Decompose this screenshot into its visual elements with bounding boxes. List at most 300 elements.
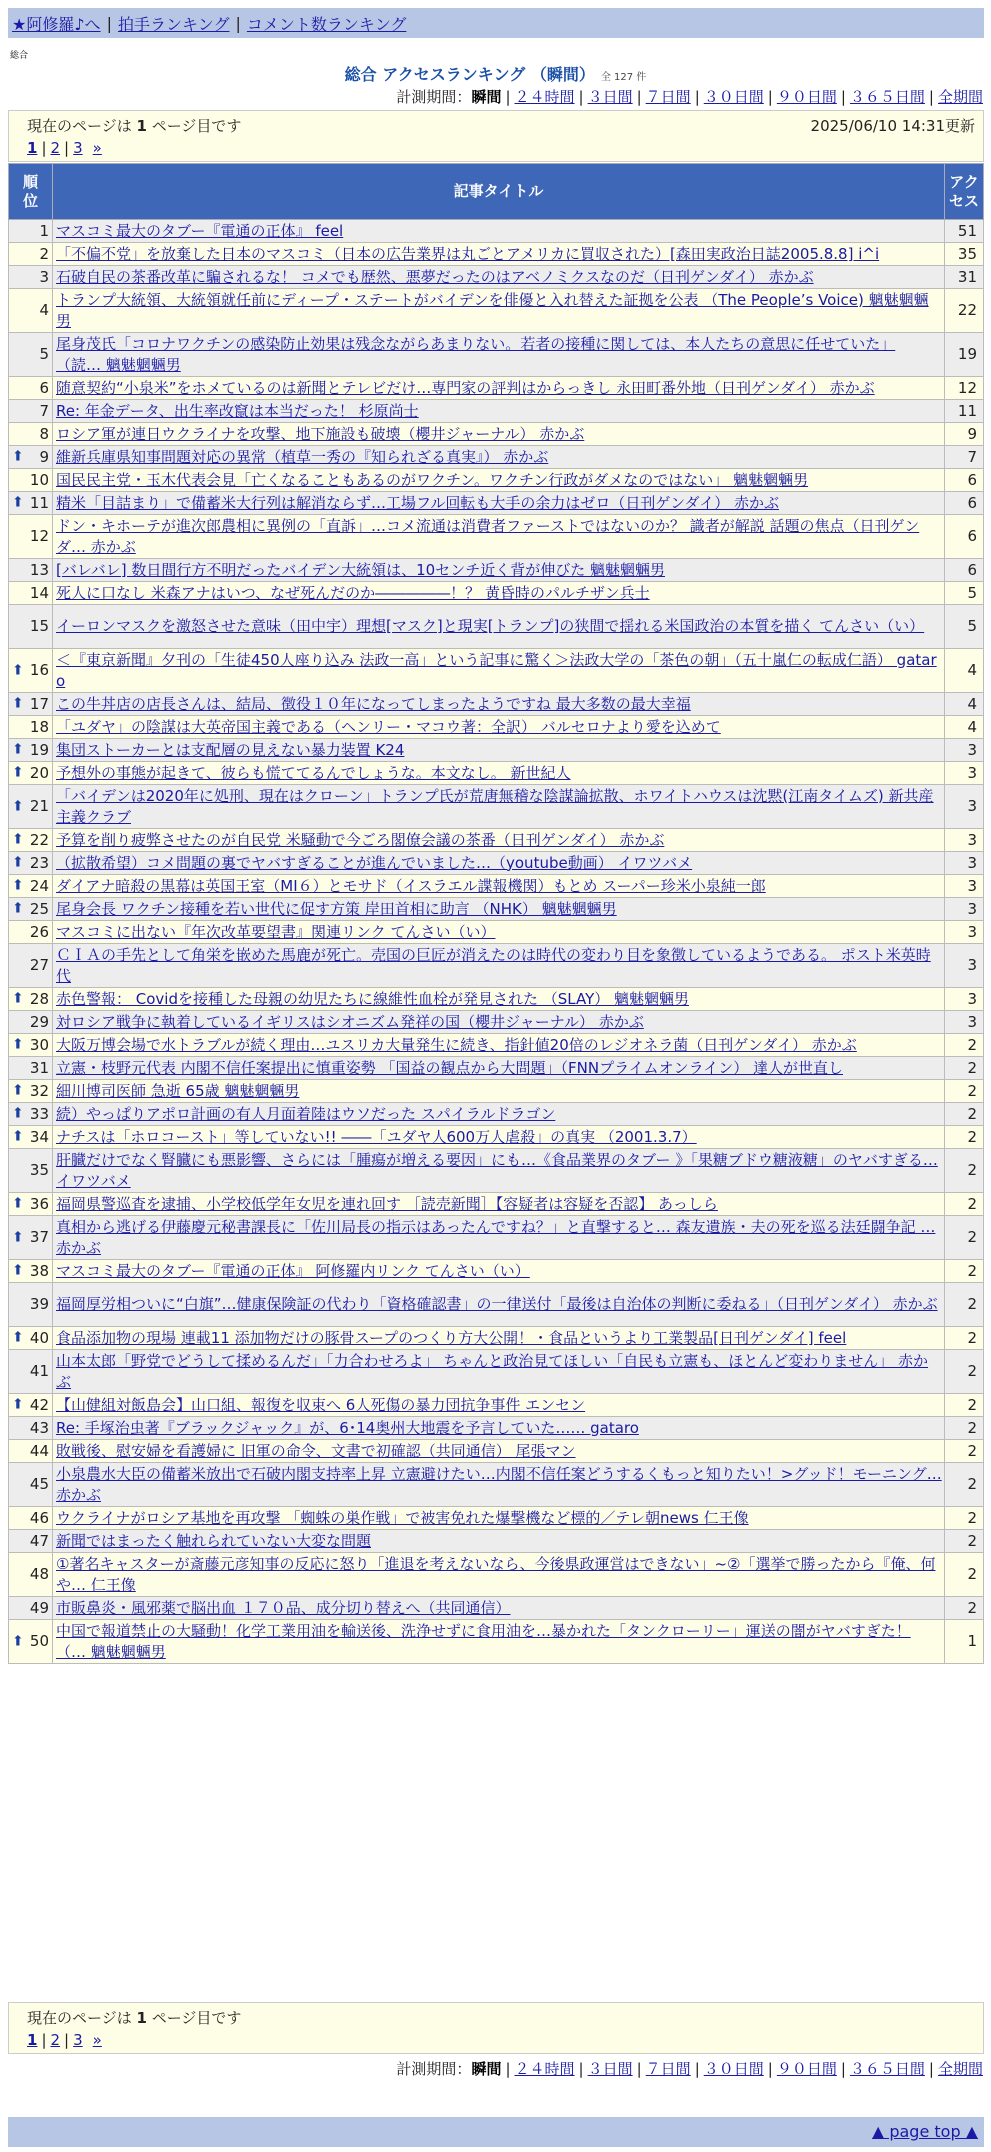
article-link[interactable]: 集団ストーカーとは支配層の見えない暴力装置 K24	[56, 740, 405, 759]
title-cell	[53, 582, 945, 605]
period-separator: |	[505, 88, 511, 106]
rank-number: 38	[29, 1261, 49, 1280]
period-separator: |	[694, 2060, 700, 2078]
title-cell	[53, 1597, 945, 1620]
table-row	[9, 582, 984, 605]
title-cell	[53, 1080, 945, 1103]
article-link[interactable]: 尾身会長 ワクチン接種を若い世代に促す方策 岸田首相に助言 （NHK） 魑魅魍魎男	[56, 899, 617, 918]
rank-cell	[9, 1620, 53, 1664]
table-row	[9, 1193, 984, 1216]
rank-up-arrow-icon: ⬆	[12, 1229, 24, 1245]
access-count: 6	[945, 492, 984, 515]
period-selector-bottom	[396, 2058, 983, 2079]
table-row	[9, 243, 984, 266]
rank-number: 11	[29, 493, 49, 512]
table-row	[9, 1530, 984, 1553]
article-link[interactable]: 精米「目詰まり」で備蓄米大行列は解消ならず…工場フル回転も大手の余力はゼロ（日刊ゲンダイ） 赤かぶ	[56, 493, 779, 512]
title-cell	[53, 1103, 945, 1126]
rank-cell	[9, 1057, 53, 1080]
article-link[interactable]: 新聞ではまったく触れられていない大変な問題	[56, 1531, 372, 1550]
rank-number: 12	[29, 527, 49, 545]
rank-number: 26	[29, 922, 49, 941]
period-link-6[interactable]: 全期間	[937, 88, 983, 106]
title-cell	[53, 1620, 945, 1664]
table-row	[9, 423, 984, 446]
article-link[interactable]: 【山健組対飯島会】山口組、報復を収束へ 6人死傷の暴力団抗争事件 エンセン	[56, 1395, 586, 1414]
title-cell	[53, 1126, 945, 1149]
title-cell	[53, 1417, 945, 1440]
page-links	[27, 2031, 102, 2049]
rank-cell	[9, 1034, 53, 1057]
article-link[interactable]: 食品添加物の現場 連載11 添加物だけの豚骨スープのつくり方大公開！・食品というより工業製品[日刊ゲンダイ] feel	[56, 1328, 847, 1347]
rank-up-arrow-icon: ⬆	[12, 877, 24, 894]
access-count: 3	[945, 762, 984, 785]
page-link-3[interactable]: 3	[73, 139, 83, 157]
rank-cell	[9, 1394, 53, 1417]
title-cell	[53, 1283, 945, 1327]
access-count: 2	[945, 1350, 984, 1394]
rank-cell	[9, 1103, 53, 1126]
page-link-2[interactable]: 2	[50, 139, 61, 157]
rank-cell	[9, 762, 53, 785]
title-cell	[53, 649, 945, 693]
rank-cell	[9, 875, 53, 898]
rank-number: 15	[29, 617, 49, 635]
rank-number: 41	[29, 1362, 49, 1380]
article-link[interactable]: マスコミに出ない『年次改革要望書』関連リンク てんさい（い）	[56, 922, 496, 941]
rank-number: 18	[29, 717, 49, 736]
article-link[interactable]: 随意契約“小泉米”をホメているのは新聞とテレビだけ…専門家の評判はからっきし 永田町番外地（日刊ゲンダイ） 赤かぶ	[56, 378, 875, 397]
article-link[interactable]: 対ロシア戦争に執着しているイギリスはシオニズム発祥の国（櫻井ジャーナル） 赤かぶ	[56, 1012, 644, 1031]
page-links	[27, 139, 102, 157]
title-cell	[53, 829, 945, 852]
article-link[interactable]: この牛丼店の店長さんは、結局、徴役１０年になってしまったようですね 最大多数の最大幸福	[56, 694, 691, 713]
rank-cell	[9, 1350, 53, 1394]
article-link[interactable]: 肝臓だけでなく腎臓にも悪影響、さらには「腫瘍が増える要因」にも…《食品業界のタブー 》「果糖ブドウ糖液糖」のヤバすぎる… イワツバメ	[56, 1150, 938, 1190]
current-page-text	[27, 115, 241, 136]
period-separator: |	[636, 88, 642, 106]
period-link-4[interactable]: ９０日間	[776, 88, 837, 106]
rank-number: 34	[29, 1127, 49, 1146]
rank-number: 6	[39, 378, 49, 397]
article-link[interactable]: 市販鼻炎・風邪薬で脳出血 １７０品、成分切り替えへ（共同通信）	[56, 1598, 511, 1617]
rank-cell	[9, 1417, 53, 1440]
title-cell	[53, 852, 945, 875]
period-link-6[interactable]: 全期間	[937, 2060, 983, 2078]
rank-cell	[9, 446, 53, 469]
title-cell	[53, 1327, 945, 1350]
rank-cell	[9, 515, 53, 559]
period-link-2[interactable]: ７日間	[645, 88, 691, 106]
rank-cell	[9, 852, 53, 875]
access-count: 6	[945, 469, 984, 492]
rank-cell	[9, 1126, 53, 1149]
access-count: 6	[945, 559, 984, 582]
rank-cell	[9, 649, 53, 693]
rank-number: 46	[29, 1508, 49, 1527]
pager-bottom	[8, 2002, 984, 2054]
title-cell	[53, 423, 945, 446]
period-link-0[interactable]: ２４時間	[514, 88, 575, 106]
rank-cell	[9, 716, 53, 739]
rank-cell	[9, 693, 53, 716]
article-link[interactable]: 福岡県警巡査を逮捕、小学校低学年女児を連れ回す ［読売新聞］【容疑者は容疑を否認】 あっしら	[56, 1194, 718, 1213]
rank-up-arrow-icon: ⬆	[12, 900, 24, 917]
access-count: 3	[945, 875, 984, 898]
rank-up-arrow-icon: ⬆	[12, 662, 24, 678]
rank-up-arrow-icon: ⬆	[12, 1128, 24, 1145]
article-link[interactable]: ①著名キャスターが斎藤元彦知事の反応に怒り「進退を考えないなら、今後県政運営はできない」~②「選挙で勝ったから『俺、何や… 仁王像	[56, 1554, 936, 1594]
current-page-number: 1	[136, 2009, 147, 2027]
access-count: 2	[945, 1057, 984, 1080]
table-row	[9, 1507, 984, 1530]
rank-number: 29	[29, 1012, 49, 1031]
page-top-link[interactable]: ▲ page top ▲	[871, 2122, 978, 2141]
top-nav-bar	[8, 8, 984, 38]
access-count: 22	[945, 289, 984, 333]
table-row	[9, 515, 984, 559]
table-row	[9, 921, 984, 944]
table-row	[9, 1260, 984, 1283]
access-count: 2	[945, 1463, 984, 1507]
rank-number: 20	[29, 763, 49, 782]
table-row	[9, 1394, 984, 1417]
access-count: 3	[945, 829, 984, 852]
rank-number: 36	[29, 1194, 49, 1213]
ranking-table	[8, 163, 984, 1664]
table-row	[9, 220, 984, 243]
table-row	[9, 739, 984, 762]
article-link[interactable]: 赤色警報： Covidを接種した母親の幼児たちに線維性血栓が発見された （SLAY） 魑魅魍魎男	[56, 989, 690, 1008]
period-label: 計測期間：	[396, 88, 472, 106]
table-row	[9, 605, 984, 649]
access-count: 35	[945, 243, 984, 266]
article-link[interactable]: 福岡厚労相ついに“白旗”…健康保険証の代わり「資格確認書」の一律送付「最後は自治体の判断に委ねる」（日刊ゲンダイ） 赤かぶ	[56, 1295, 938, 1313]
title-cell	[53, 875, 945, 898]
table-row	[9, 1011, 984, 1034]
article-link[interactable]: ダイアナ暗殺の黒幕は英国王室（MI６）とモサド（イスラエル諜報機関）もとめ スーパー珍米小泉純一郎	[56, 876, 766, 895]
rank-number: 1	[39, 221, 49, 240]
period-separator: |	[767, 2060, 773, 2078]
title-cell	[53, 1034, 945, 1057]
access-count: 2	[945, 1597, 984, 1620]
title-cell	[53, 266, 945, 289]
article-link[interactable]: イーロンマスクを激怒させた意味（田中宇）理想[マスク]と現実[トランプ]の狭間で揺れる米国政治の本質を描く てんさい（い）	[56, 617, 925, 635]
rank-cell	[9, 1260, 53, 1283]
rank-cell	[9, 1530, 53, 1553]
rank-cell	[9, 492, 53, 515]
title-cell	[53, 1149, 945, 1193]
access-count: 4	[945, 716, 984, 739]
rank-cell	[9, 1080, 53, 1103]
table-row	[9, 492, 984, 515]
title-cell	[53, 988, 945, 1011]
title-header: 記事タイトル	[53, 164, 945, 220]
article-link[interactable]: Re: 年金データ、出生率改竄は本当だった！ 杉原尚士	[56, 401, 419, 420]
article-link[interactable]: ウクライナがロシア基地を再攻撃 「蜘蛛の巣作戦」で被害免れた爆撃機など標的／テレ朝news 仁王像	[56, 1508, 749, 1527]
article-link[interactable]: 敗戦後、慰安婦を看護婦に 旧軍の命令、文書で初確認（共同通信） 尾張マン	[56, 1441, 576, 1460]
period-separator: |	[694, 88, 700, 106]
rank-cell	[9, 243, 53, 266]
rank-up-arrow-icon: ⬆	[12, 798, 24, 814]
rank-number: 9	[39, 447, 49, 466]
rank-number: 24	[29, 876, 49, 895]
article-link[interactable]: 予想外の事態が起きて、彼らも慌ててるんでしょうな。本文なし。 新世紀人	[56, 763, 571, 782]
page-title: 総合 アクセスランキング （瞬間）	[344, 65, 595, 84]
access-count: 4	[945, 649, 984, 693]
rank-number: 7	[39, 401, 49, 420]
rank-cell	[9, 1149, 53, 1193]
table-row	[9, 1080, 984, 1103]
table-row	[9, 852, 984, 875]
period-link-0[interactable]: ２４時間	[514, 2060, 575, 2078]
table-row	[9, 1463, 984, 1507]
article-link[interactable]: ＜『東京新聞』夕刊の「生徒450人座り込み 法政一高」という記事に驚く＞法政大学の「茶色の朝」（五十嵐仁の転成仁語） gataro	[56, 650, 937, 690]
access-header: アクセス	[945, 164, 984, 220]
next-page-link[interactable]: »	[92, 2031, 102, 2049]
article-link[interactable]: 「不偏不党」を放棄した日本のマスコミ（日本の広告業界は丸ごとアメリカに買収された）[森田実政治日誌2005.8.8] i^i	[56, 244, 880, 263]
period-selector-top	[396, 86, 983, 107]
table-row	[9, 875, 984, 898]
period-link-3[interactable]: ３０日間	[703, 88, 764, 106]
access-count: 3	[945, 1011, 984, 1034]
table-row	[9, 1440, 984, 1463]
page-link-3[interactable]: 3	[73, 2031, 83, 2049]
access-count: 2	[945, 1193, 984, 1216]
table-header-row	[9, 164, 984, 220]
period-separator: |	[578, 2060, 584, 2078]
article-link[interactable]: 維新兵庫県知事問題対応の異常（植草一秀の『知られざる真実』） 赤かぶ	[56, 447, 549, 466]
article-link[interactable]: ＣＩＡの手先として角栄を嵌めた馬鹿が死亡。売国の巨匠が消えたのは時代の変わり目を象徴しているようである。 ポスト米英時代	[56, 945, 931, 985]
rank-number: 45	[29, 1475, 49, 1493]
period-separator: |	[928, 88, 934, 106]
article-link[interactable]: 真相から逃げる伊藤慶元秘書課長に「佐川局長の指示はあったんですね？」と直撃すると… 森友遺族・夫の死を巡る法廷闘争記 … 赤かぶ	[56, 1217, 936, 1257]
title-cell	[53, 693, 945, 716]
title-cell	[53, 515, 945, 559]
access-count: 2	[945, 1103, 984, 1126]
rank-header: 順位	[9, 164, 53, 220]
rank-number: 23	[29, 853, 49, 872]
access-count: 2	[945, 1034, 984, 1057]
article-link[interactable]: 大阪万博会場で水トラブルが続く理由…ユスリカ大量発生に続き、指針値20倍のレジオネラ菌（日刊ゲンダイ） 赤かぶ	[56, 1035, 857, 1054]
current-page-suffix: ページ目です	[151, 2009, 242, 2027]
rank-number: 3	[39, 267, 49, 286]
article-link[interactable]: 続）やっぱりアポロ計画の有人月面着陸はウソだった スパイラルドラゴン	[56, 1104, 556, 1123]
period-link-5[interactable]: ３６５日間	[849, 2060, 925, 2078]
title-cell	[53, 1440, 945, 1463]
article-link[interactable]: 死人に口なし 米森アナはいつ、なぜ死んだのか―――――！？ 黄昏時のパルチザン兵士	[56, 583, 650, 602]
table-row	[9, 289, 984, 333]
rank-cell	[9, 423, 53, 446]
clap-ranking-link[interactable]: 拍手ランキング	[117, 14, 230, 34]
total-count: 全 127 件	[600, 72, 647, 83]
rank-number: 28	[29, 989, 49, 1008]
access-count: 2	[945, 1149, 984, 1193]
page-link-1[interactable]: 1	[27, 139, 38, 157]
access-count: 3	[945, 988, 984, 1011]
page-link-2[interactable]: 2	[50, 2031, 61, 2049]
table-row	[9, 1597, 984, 1620]
rank-cell	[9, 377, 53, 400]
page-separator: |	[64, 139, 70, 157]
rank-number: 14	[29, 583, 49, 602]
title-cell	[53, 1530, 945, 1553]
table-row	[9, 266, 984, 289]
period-link-1[interactable]: ３日間	[587, 2060, 633, 2078]
rank-number: 44	[29, 1441, 49, 1460]
next-page-link[interactable]: »	[92, 139, 102, 157]
rank-number: 33	[29, 1104, 49, 1123]
title-cell	[53, 243, 945, 266]
table-row	[9, 1034, 984, 1057]
title-cell	[53, 1260, 945, 1283]
article-link[interactable]: ロシア軍が連日ウクライナを攻撃、地下施設も破壊（櫻井ジャーナル） 赤かぶ	[56, 424, 585, 443]
title-cell	[53, 1394, 945, 1417]
title-cell	[53, 1350, 945, 1394]
article-link[interactable]: 石破自民の茶番改革に騙されるな！ コメでも歴然、悪夢だったのはアベノミクスなのだ（日刊ゲンダイ） 赤かぶ	[56, 267, 814, 286]
access-count: 3	[945, 898, 984, 921]
access-count: 2	[945, 1553, 984, 1597]
current-page-suffix: ページ目です	[151, 117, 242, 135]
title-cell	[53, 1216, 945, 1260]
article-link[interactable]: 尾身茂氏「コロナワクチンの感染防止効果は残念ながらあまりない。若者の接種に関しては、本人たちの意思に任せていた」 （読… 魑魅魍魎男	[56, 334, 896, 374]
access-count: 9	[945, 423, 984, 446]
article-link[interactable]: マスコミ最大のタブー『電通の正体』 阿修羅内リンク てんさい（い）	[56, 1261, 530, 1280]
rank-number: 37	[29, 1228, 49, 1246]
title-cell	[53, 1463, 945, 1507]
period-current: 瞬間	[471, 88, 502, 106]
rank-up-arrow-icon: ⬆	[12, 1262, 24, 1279]
article-link[interactable]: 立憲・枝野元代表 内閣不信任案提出に慎重姿勢 「国益の観点から大問題」（FNNプライムオンライン） 達人が世直し	[56, 1058, 843, 1077]
rank-number: 43	[29, 1418, 49, 1437]
access-count: 1	[945, 1620, 984, 1664]
title-cell	[53, 739, 945, 762]
rank-cell	[9, 333, 53, 377]
article-link[interactable]: 山本太郎「野党でどうして揉めるんだ」「力合わせろよ」 ちゃんと政治見てほしい「自民も立憲も、ほとんど変わりません」 赤かぶ	[56, 1351, 929, 1391]
title-cell	[53, 446, 945, 469]
rank-number: 13	[29, 560, 49, 579]
access-count: 2	[945, 1216, 984, 1260]
article-link[interactable]: [バレバレ] 数日間行方不明だったバイデン大統領は、10センチ近く背が伸びた 魑魅魍魎男	[56, 560, 665, 579]
article-link[interactable]: 予算を削り疲弊させたのが自民党 米騒動で今ごろ閣僚会議の茶番（日刊ゲンダイ） 赤かぶ	[56, 830, 665, 849]
access-count: 19	[945, 333, 984, 377]
article-link[interactable]: 「ユダヤ」の陰謀は大英帝国主義である（ヘンリー・マコウ著：全訳） バルセロナより愛を込めて	[56, 717, 721, 736]
rank-up-arrow-icon: ⬆	[12, 1195, 24, 1212]
access-count: 2	[945, 1507, 984, 1530]
period-link-2[interactable]: ７日間	[645, 2060, 691, 2078]
rank-cell	[9, 582, 53, 605]
title-cell	[53, 716, 945, 739]
article-link[interactable]: マスコミ最大のタブー『電通の正体』 feel	[56, 221, 344, 240]
period-link-3[interactable]: ３０日間	[703, 2060, 764, 2078]
rank-cell	[9, 785, 53, 829]
rank-number: 21	[29, 797, 49, 815]
article-link[interactable]: 中国で報道禁止の大騒動！化学工業用油を輸送後、洗浄せずに食用油を…暴かれた「タンクローリー」運送の闇がヤバすぎた！ （… 魑魅魍魎男	[56, 1621, 911, 1661]
period-current: 瞬間	[471, 2060, 502, 2078]
article-link[interactable]: ナチスは「ホロコースト」等していない!! ――「ユダヤ人600万人虐殺」の真実 （2001.3.7）	[56, 1127, 697, 1146]
rank-cell	[9, 988, 53, 1011]
current-page-prefix: 現在のページは	[27, 2009, 132, 2027]
title-cell	[53, 289, 945, 333]
nav-separator: |	[235, 13, 241, 33]
title-cell	[53, 605, 945, 649]
table-row	[9, 1327, 984, 1350]
access-count: 6	[945, 515, 984, 559]
article-link[interactable]: ドン・キホーテが進次郎農相に異例の「直訴」…コメ流通は消費者ファーストではないのか？ 識者が解説 話題の焦点（日刊ゲンダ… 赤かぶ	[56, 516, 920, 556]
rank-number: 16	[29, 661, 49, 679]
title-cell	[53, 1057, 945, 1080]
updated-timestamp: 2025/06/10 14:31更新	[810, 117, 975, 135]
period-separator: |	[928, 2060, 934, 2078]
access-count: 2	[945, 1440, 984, 1463]
access-count: 2	[945, 1417, 984, 1440]
rank-cell	[9, 289, 53, 333]
page-separator: |	[41, 2031, 47, 2049]
rank-cell	[9, 739, 53, 762]
access-count: 2	[945, 1260, 984, 1283]
period-separator: |	[505, 2060, 511, 2078]
table-row	[9, 1283, 984, 1327]
title-cell	[53, 220, 945, 243]
article-link[interactable]: 「バイデンは2020年に処刑、現在はクローン」トランプ氏が荒唐無稽な陰謀論拡散、ホワイトハウスは沈黙(江南タイムズ) 新共産主義クラブ	[56, 786, 934, 826]
rank-up-arrow-icon: ⬆	[12, 1105, 24, 1122]
rank-number: 40	[29, 1328, 49, 1347]
article-link[interactable]: 国民民主党・玉木代表会見「亡くなることもあるのがワクチン。ワクチン行政がダメなのではない」 魑魅魍魎男	[56, 470, 809, 489]
access-count: 3	[945, 944, 984, 988]
period-label: 計測期間：	[396, 2060, 472, 2078]
comment-ranking-link[interactable]: コメント数ランキング	[246, 14, 407, 34]
title-cell	[53, 492, 945, 515]
period-separator: |	[840, 2060, 846, 2078]
page-separator: |	[41, 139, 47, 157]
title-cell	[53, 1553, 945, 1597]
article-link[interactable]: トランプ大統領、大統領就任前にディープ・ステートがバイデンを俳優と入れ替えた証拠を公表 （The People’s Voice) 魑魅魍魎男	[56, 290, 929, 330]
rank-cell	[9, 944, 53, 988]
rank-cell	[9, 1507, 53, 1530]
access-count: 3	[945, 785, 984, 829]
period-link-4[interactable]: ９０日間	[776, 2060, 837, 2078]
table-row	[9, 829, 984, 852]
period-link-5[interactable]: ３６５日間	[849, 88, 925, 106]
rank-number: 5	[39, 345, 49, 363]
table-row	[9, 469, 984, 492]
table-row	[9, 1417, 984, 1440]
title-cell	[53, 1011, 945, 1034]
rank-cell	[9, 469, 53, 492]
table-row	[9, 785, 984, 829]
article-link[interactable]: （拡散希望）コメ問題の裏でヤバすぎることが進んでいました…（youtube動画） イワツバメ	[56, 853, 693, 872]
table-row	[9, 988, 984, 1011]
article-link[interactable]: 小泉農水大臣の備蓄米放出で石破内閣支持率上昇 立憲避けたい…内閣不信任案どうするくもっと知りたい！>グッド！モーニング… 赤かぶ	[56, 1464, 942, 1504]
access-count: 11	[945, 400, 984, 423]
rank-number: 32	[29, 1081, 49, 1100]
rank-number: 50	[29, 1632, 49, 1650]
title-cell	[53, 1193, 945, 1216]
rank-number: 4	[39, 301, 49, 319]
period-link-1[interactable]: ３日間	[587, 88, 633, 106]
category-label: 総合	[10, 51, 29, 61]
rank-up-arrow-icon: ⬆	[12, 1633, 24, 1649]
ranking-heading	[0, 62, 991, 85]
article-link[interactable]: 細川博司医師 急逝 65歳 魑魅魍魎男	[56, 1081, 300, 1100]
table-row	[9, 1350, 984, 1394]
home-link[interactable]: ★阿修羅♪へ	[12, 14, 101, 34]
rank-up-arrow-icon: ⬆	[12, 1329, 24, 1346]
article-link[interactable]: Re: 手塚治虫著『ブラックジャック』が、6･14奥州大地震を予言していた…… gataro	[56, 1418, 639, 1437]
access-count: 5	[945, 582, 984, 605]
page-link-1[interactable]: 1	[27, 2031, 38, 2049]
rank-number: 48	[29, 1565, 49, 1583]
